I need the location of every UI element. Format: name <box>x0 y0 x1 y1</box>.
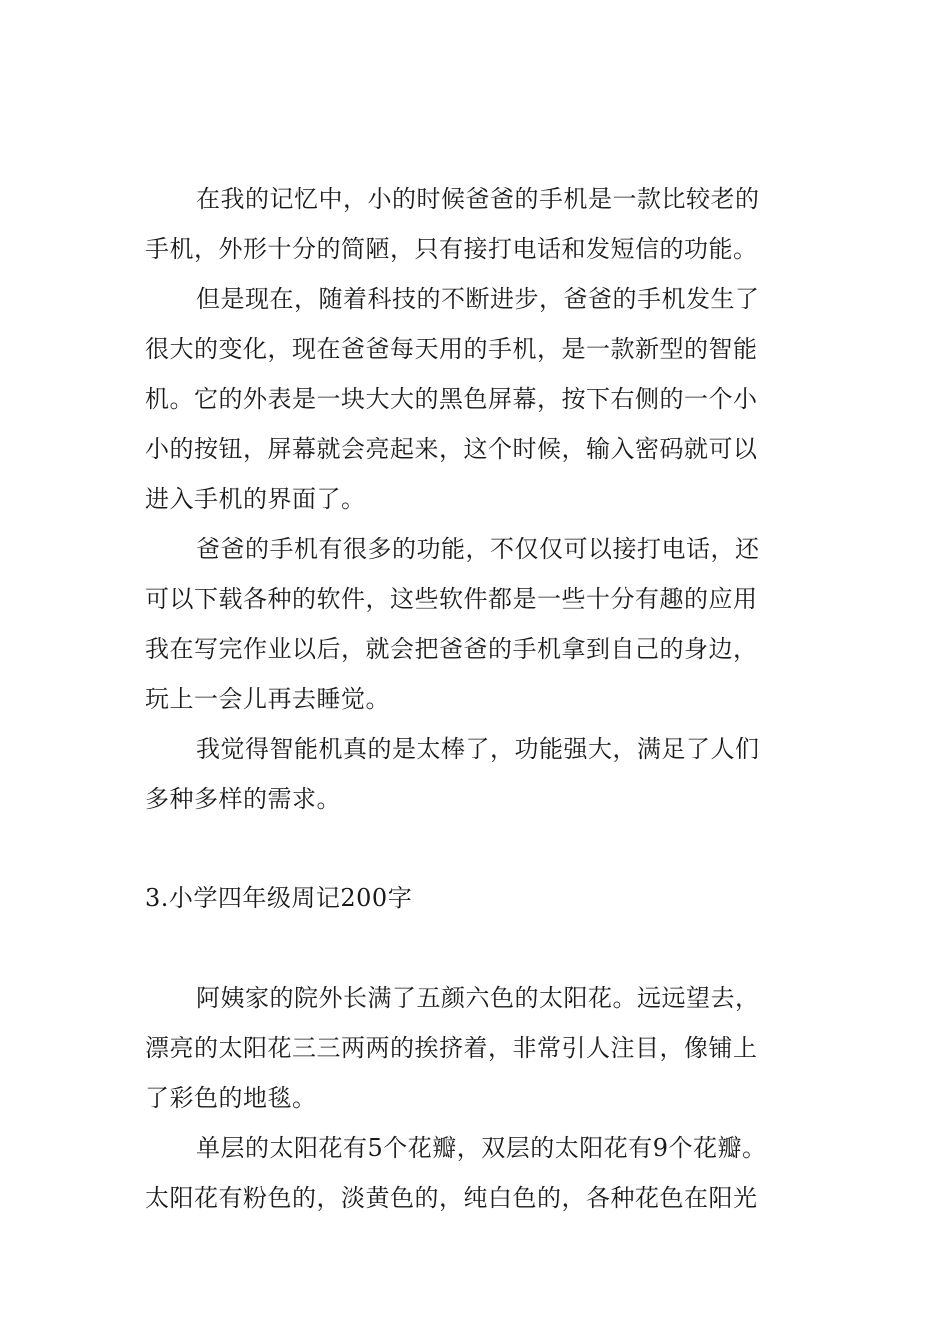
text-line: 了彩色的地毯。 <box>145 1084 317 1112</box>
text-line: 手机，外形十分的简陋，只有接打电话和发短信的功能。 <box>145 235 758 263</box>
text-line: 爸爸的手机有很多的功能，不仅仅可以接打电话，还 <box>196 535 760 563</box>
text-line: 多种多样的需求。 <box>145 785 341 813</box>
section-heading: 3.小学四年级周记200字 <box>145 884 413 912</box>
text-line: 我觉得智能机真的是太棒了，功能强大，满足了人们 <box>196 735 760 763</box>
text-line: 单层的太阳花有5个花瓣，双层的太阳花有9个花瓣。 <box>196 1134 767 1162</box>
text-line: 漂亮的太阳花三三两两的挨挤着，非常引人注目，像铺上 <box>145 1034 758 1062</box>
text-line: 但是现在，随着科技的不断进步，爸爸的手机发生了 <box>196 285 760 313</box>
text-line: 小的按钮，屏幕就会亮起来，这个时候，输入密码就可以 <box>145 435 758 463</box>
text-line: 阿姨家的院外长满了五颜六色的太阳花。远远望去， <box>196 984 760 1012</box>
text-line: 在我的记忆中，小的时候爸爸的手机是一款比较老的 <box>196 185 760 213</box>
text-line: 进入手机的界面了。 <box>145 485 366 513</box>
text-line: 玩上一会儿再去睡觉。 <box>145 685 390 713</box>
text-line: 机。它的外表是一块大大的黑色屏幕，按下右侧的一个小 <box>145 385 758 413</box>
text-line: 我在写完作业以后，就会把爸爸的手机拿到自己的身边， <box>145 635 758 663</box>
text-line: 可以下载各种的软件，这些软件都是一些十分有趣的应用 <box>145 585 758 613</box>
text-line: 太阳花有粉色的，淡黄色的，纯白色的，各种花色在阳光 <box>145 1184 758 1212</box>
text-line: 很大的变化，现在爸爸每天用的手机，是一款新型的智能 <box>145 335 758 363</box>
